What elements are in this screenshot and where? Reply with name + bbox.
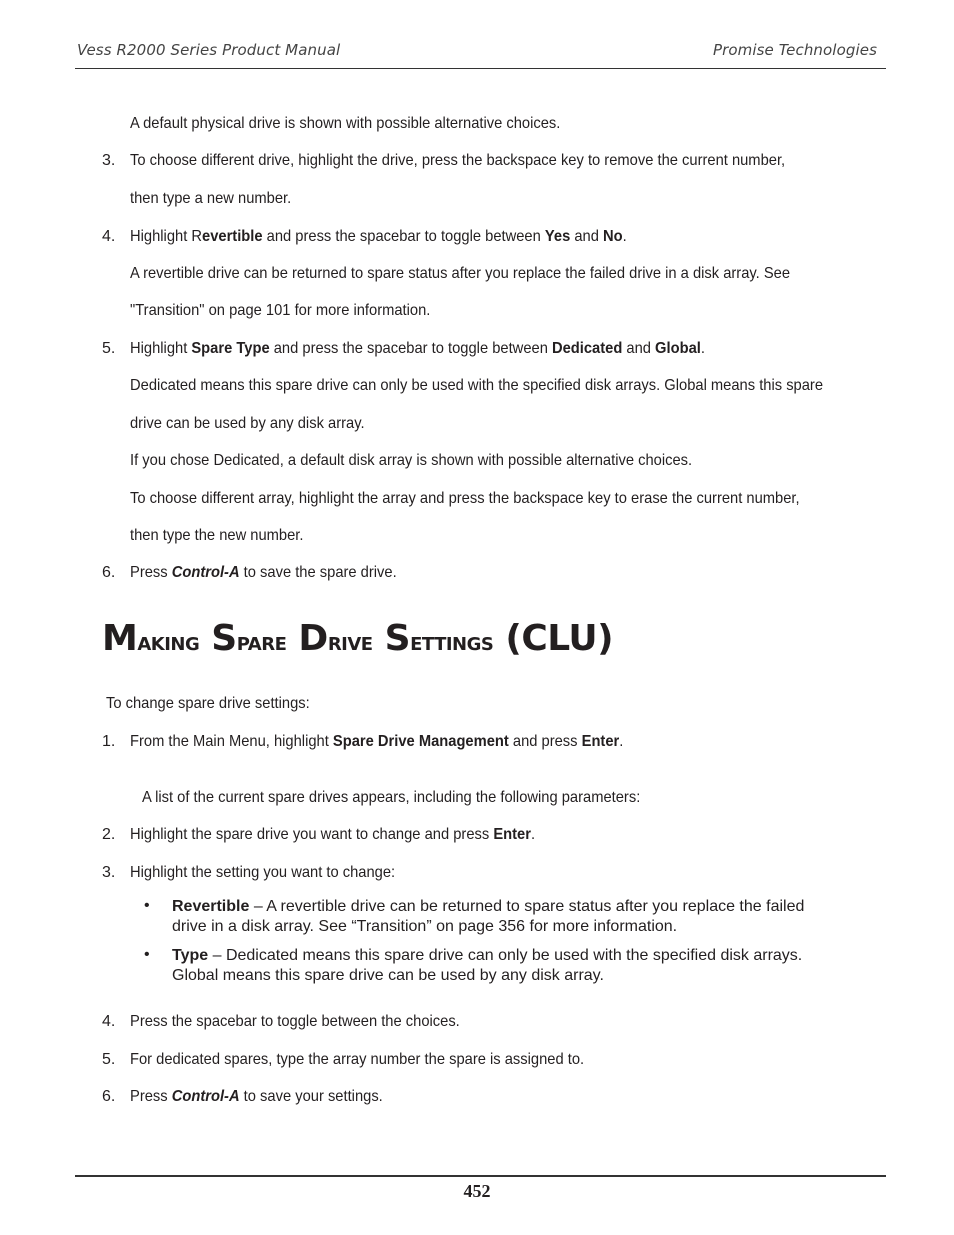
footer-rule [75,1175,886,1177]
step-number: 5. [102,1051,116,1068]
section-intro: To change spare drive settings: [106,695,310,712]
step-number: 6. [102,564,116,581]
step-number: 2. [102,826,116,843]
step-text: Highlight the setting you want to change: [130,864,396,881]
step-text: To choose different drive, highlight the drive, press the backspace key to remove the current number, [130,152,786,169]
paragraph: To choose different array, highlight the array and press the backspace key to erase the current number, [130,490,800,507]
step-number: 3. [102,864,116,881]
paragraph: If you chose Dedicated, a default disk array is shown with possible alternative choices. [130,452,693,469]
page-number: 452 [463,1181,491,1201]
paragraph-list-note: A list of the current spare drives appears, including the following parameters: [142,789,641,806]
running-header-title: Vess R2000 Series Product Manual [77,41,341,59]
paragraph: Dedicated means this spare drive can only be used with the specified disk arrays. Global means this spare [130,377,824,394]
bullet-revertible: Revertible – A revertible drive can be returned to spare status after you replace the failed drive in a disk array. See “Transition” on page 356 for more information. [172,898,805,935]
step-text: Press the spacebar to toggle between the choices. [130,1013,460,1030]
step-text: Highlight Revertible and press the spacebar to toggle between Yes and No. [130,228,627,245]
section-title: Making Spare Drive Settings (CLU) [102,618,614,659]
step-number: 1. [102,733,116,750]
step-text: Highlight Spare Type and press the spacebar to toggle between Dedicated and Global. [130,340,705,357]
step-number: 3. [102,152,116,169]
step-number: 6. [102,1088,116,1105]
running-header-company: Promise Technologies [712,41,877,59]
step-text-continued: then type a new number. [130,190,292,207]
paragraph-default-drive: A default physical drive is shown with possible alternative choices. [130,115,561,132]
bullet-type: Type – Dedicated means this spare drive can only be used with the specified disk arrays. Global means this spare drive can be used by any disk array. [172,947,803,984]
step-text: Highlight the spare drive you want to change and press Enter. [130,826,536,843]
paragraph: drive can be used by any disk array. [130,415,365,432]
step-text: From the Main Menu, highlight Spare Drive Management and press Enter. [130,733,624,750]
step-number: 5. [102,340,116,357]
paragraph: "Transition" on page 101 for more information. [130,302,431,319]
bullet-marker: • [144,897,150,914]
step-number: 4. [102,228,116,245]
paragraph: then type the new number. [130,527,304,544]
header-rule [75,68,886,69]
step-text: For dedicated spares, type the array number the spare is assigned to. [130,1051,585,1068]
bullet-marker: • [144,946,150,963]
step-text: Press Control-A to save the spare drive. [130,564,397,581]
step-number: 4. [102,1013,116,1030]
step-text: Press Control-A to save your settings. [130,1088,383,1105]
paragraph: A revertible drive can be returned to spare status after you replace the failed drive in a disk array. See [130,265,791,282]
